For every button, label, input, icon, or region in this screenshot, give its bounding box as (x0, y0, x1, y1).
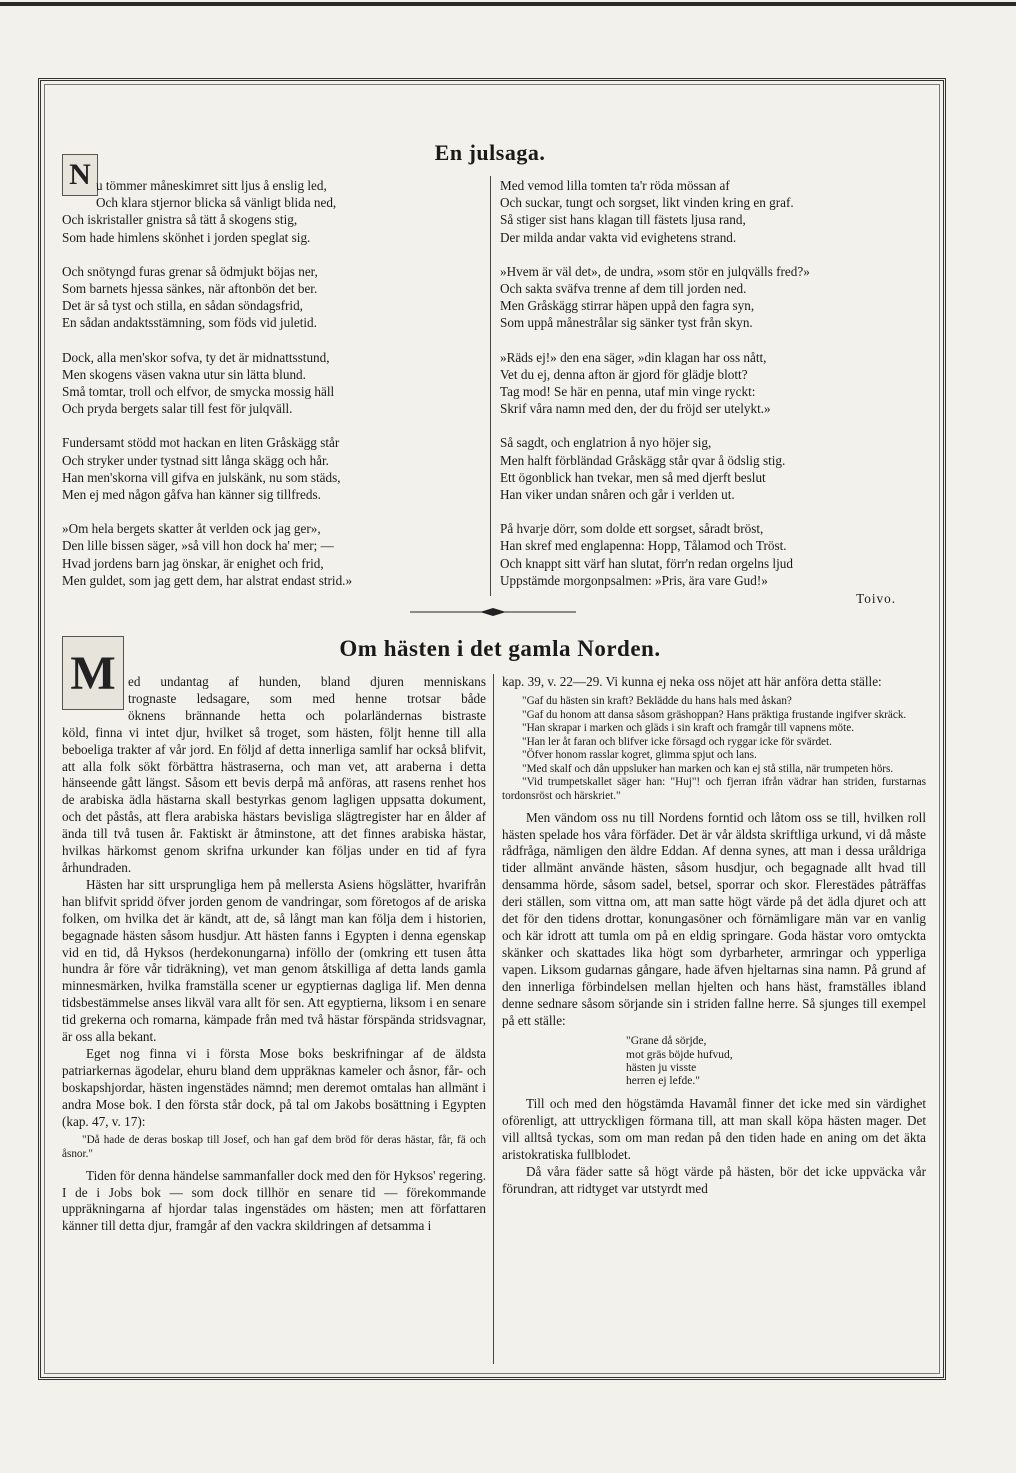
poem-line: Och stryker under tystnad sitt långa skägg och hår. (62, 452, 329, 468)
poem-line: Och suckar, tungt och sorgset, likt vinden kring en graf. (500, 195, 794, 211)
poem-stanza (500, 434, 930, 503)
poem-line: Som barnets hjessa sänkes, när aftonbön det ber. (62, 281, 318, 297)
poem-line: Vet du ej, denna afton är gjord för glädje blott? (500, 366, 748, 382)
poem-line: Med vemod lilla tomten ta'r röda mössan af (500, 178, 730, 193)
poem-line: Men Gråskägg stirrar häpen uppå den fagra syn, (500, 298, 755, 314)
article-lead-lines (128, 674, 486, 725)
poem-dropcap: N (62, 154, 98, 196)
poem-line: Och iskristaller gnistra så tätt å skogens stig, (62, 212, 298, 228)
poem-line: Han skref med englapenna: Hopp, Tålamod och Tröst. (500, 538, 787, 554)
poem-line: Fundersamt stödd mot hackan en liten Gråskägg står (62, 435, 340, 451)
poem-line: Så stiger sist hans klagan till fästets ljusa rand, (500, 212, 746, 228)
quote-line: "Han skrapar i marken och gläds i sin kraft och framgår till vapnens möte. (522, 722, 855, 735)
poem-stanza (62, 434, 482, 503)
section-divider (410, 606, 576, 618)
quote-line: "Med skalf och dån uppsluker han marken och kan ej stå stilla, när trumpeten hörs. (522, 762, 894, 775)
poem-line: Men halft förbländad Gråskägg står qvar å ödslig stig. (500, 452, 786, 468)
quote-line: "Öfver honom rasslar kogret, glimma spjut och lans. (522, 749, 757, 762)
poem-line: Hvad jordens barn jag önskar, är enighet och frid, (62, 555, 324, 571)
article-paragraph: Hästen har sitt ursprungliga hem på mellersta Asiens högslätter, hvarifrån han blifvit spridd öfver jorden genom de vandringar, som företogos af de ariska folken, om hvilka det är kändt, att de, så långt man kan följa dem i historien, begagnade hästen såsom husdjur. Att hästen fanns i Egypten i denna egenskap vid en tid, då Hyksos (herdekonungarna) inföllo der (omkring ett tusen åtta hundra år före vår tidräkning), vet man genom åtskilliga af detta lands gamla minnesmärken, hvilka framställa scener ur egyptiernas dagliga lif. Men denna tidsbestämmelse anses likväl vara allt för sen. Att egyptierna, liksom i en senare tid grekerna och romarna, kämpade från med två hästar förspända stridsvagnar, är oss alla bekant. (62, 876, 486, 1045)
article-quote (62, 1134, 486, 1161)
poem-signature: Toivo. (856, 591, 896, 606)
poem-line: Och snötyngd furas grenar så ödmjukt böjas ner, (62, 263, 318, 279)
poem-line: Den lille bissen säger, »så vill hon dock ha' mer; — (62, 538, 334, 554)
quote-line: "Gaf du honom att dansa såsom gräshoppan? Hans präktiga frustande ingifver skräck. (522, 708, 907, 721)
poem-stanza (62, 520, 482, 589)
poem-line: Men skogens väsen vakna utur sin lätta blund. (62, 366, 306, 382)
poem-stanza (62, 177, 482, 246)
verse-line: herren ej lefde." (626, 1075, 700, 1088)
poem-line: Och sakta sväfva trenne af dem till jorden ned. (500, 281, 747, 297)
poem-line: Der milda andar vakta vid evighetens strand. (500, 229, 737, 245)
article-left-column (62, 674, 486, 1235)
poem-line: Det är så tyst och stilla, en sådan söndagsfrid, (62, 298, 303, 314)
poem-right-column (500, 177, 930, 606)
poem-line: Skrif våra namn med den, der du fröjd ser utelykt.» (500, 401, 771, 417)
poem-line: »Om hela bergets skatter åt verlden ock jag ger», (62, 521, 321, 537)
poem-line: »Hvem är väl det», de undra, »som stör en julqvälls fred?» (500, 263, 810, 279)
article-verse (626, 1035, 926, 1088)
poem-line: Så sagdt, och englatrion å nyo höjer sig, (500, 435, 712, 451)
poem-line: Han men'skorna vill gifva en julskänk, nu som städs, (62, 469, 341, 485)
poem-line: Ett ögonblick han tvekar, men så med djerft beslut (500, 469, 766, 485)
poem-column-rule (490, 176, 491, 596)
verse-line: "Grane då sörjde, (626, 1035, 707, 1048)
article-paragraph: kap. 39, v. 22—29. Vi kunna ej neka oss nöjet att här anföra detta ställe: (502, 674, 882, 689)
poem-left-column (62, 177, 482, 606)
quote-line: "Han ler åt faran och blifver icke försagd och ryggar icke för svärdet. (522, 735, 832, 748)
poem-line: u tömmer måneskimret sitt ljus å enslig led, (96, 178, 327, 193)
article-right-column (502, 674, 926, 1198)
lead-line: trognaste ledsagare, som med henne trotsar både (128, 690, 486, 706)
poem-line: Han viker undan snåren och går i verlden ut. (500, 487, 735, 503)
poem-line: Dock, alla men'skor sofva, ty det är midnattsstund, (62, 349, 330, 365)
top-rule (0, 2, 1016, 6)
quote-line: "Då hade de deras boskap till Josef, och han gaf dem bröd för deras hästar, får, fä och åsnor." (62, 1134, 486, 1161)
poem-line: Men guldet, som jag gett dem, har alstrat endast strid.» (62, 572, 353, 588)
poem-stanza (62, 349, 482, 418)
verse-line: mot gräs böjde hufvud, (626, 1048, 733, 1061)
poem-line: Som uppå månestrålar sig sänker tyst från skyn. (500, 315, 753, 331)
poem-line: Uppstämde morgonpsalmen: »Pris, ära vare Gud!» (500, 572, 768, 588)
poem-line: »Räds ej!» den ena säger, »din klagan har oss nått, (500, 349, 767, 365)
quote-line: "Gaf du hästen sin kraft? Beklädde du hans hals med åskan? (522, 694, 792, 707)
poem-title: En julsaga. (434, 140, 546, 165)
article-paragraph: Tiden för denna händelse sammanfaller dock med den för Hyksos' regering. I de i Jobs bok — som dock tillhör en senare tid — förekommande uppräkningarna af hjordar talas ingenstädes om hästen; men att författaren känner till detta djur, framgår af den vackra skildringen af detsamma i (62, 1167, 486, 1234)
article-paragraph: Eget nog finna vi i första Mose boks beskrifningar af de äldsta patriarkernas ägodelar, ehuru bland dem uppräknas kameler och åsnor, får- och boskapshjordar, hästen ingenstädes nämnd; men deremot omtalas han allmänt i andra Mose bok. I den första står dock, på tal om Jakobs bosättning i Egypten (kap. 47, v. 17): (62, 1045, 486, 1129)
poem-line: Men ej med någon gåfva han känner sig tillfreds. (62, 487, 321, 503)
article-column-rule (493, 674, 494, 1364)
poem-line: Och knappt sitt värf han slutat, förr'n redan orgelns ljud (500, 555, 793, 571)
poem-stanza (500, 349, 930, 418)
lead-line: öknens brännande hetta och polarländernas bistraste (128, 707, 486, 723)
poem-stanza (62, 263, 482, 332)
poem-stanza (500, 263, 930, 332)
poem-line: En sådan andaktsstämning, som föds vid juletid. (62, 315, 317, 331)
article-paragraph: Till och med den högstämda Havamål finner det icke med sin värdighet oförenligt, att uttryckligen förmana till, att man skall köpa hästen mager. Det vill alltså tyckas, som om man redan på den tiden hade en aning om det äkta aristokratiska fullblodet. (502, 1096, 926, 1162)
article-paragraph: Då våra fäder satte så högt värde på hästen, bör det icke uppväcka vår förundran, att ridtyget var utstyrdt med (502, 1163, 926, 1196)
poem-stanza (500, 177, 930, 246)
poem-line: Tag mod! Se här en penna, utaf min vinge ryckt: (500, 384, 756, 400)
quote-line: "Vid trumpetskallet säger han: "Huj"! och fjerran ifrån vädrar han striden, furstarnas tordonsröst och härskriet." (502, 776, 926, 803)
article-title: Om hästen i det gamla Norden. (339, 636, 661, 661)
poem-line: Små tomtar, troll och elfvor, de smycka mossig häll (62, 384, 335, 400)
article-paragraph: Men vändom oss nu till Nordens forntid och låtom oss se till, hvilken roll hästen spelade hos våra förfäder. Det är vår äldsta skriftliga urkund, vi då måste rådfråga, nämligen den äldre Eddan. Af denna synes, att man i dessa uråldriga tider allmänt använde hästen, såsom husdjur, och begagnade allt hvad till densamma hörde, såsom sadel, betsel, sporrar och skor. Flerestädes påträffas deri ställen, som vittna om, att man satte högt värde på det ädla djuret och att det för den tidens drottar, konungasöner och förnämligare män var en vanlig och kär idrott att tumla om på en eldig springare. Goda hästar voro omtyckta skänker och skattades lika högt som dyrbarheter, armringar och ypperliga vapen. Liksom gudarnas gångare, hade äfven hjeltarnas sina namn. På grund af den innerliga förbindelsen mellan hjelten och hans häst, framställes ibland denne sednare såsom sörjande sin i striden fallne herre. Så sjunges till exempel på ett ställe: (502, 809, 926, 1028)
poem-stanza (500, 520, 930, 589)
poem-line: Och pryda bergets salar till fest för julqväll. (62, 401, 293, 417)
verse-line: hästen ju visste (626, 1061, 697, 1074)
poem-line: Och klara stjernor blicka så vänligt blida ned, (96, 195, 337, 211)
poem-line: Som hade himlens skönhet i jorden speglat sig. (62, 229, 311, 245)
poem-line: På hvarje dörr, som dolde ett sorgset, såradt bröst, (500, 521, 764, 537)
article-paragraph: köld, finna vi intet djur, hvilket så troget, som hästen, följt henne till alla beboeliga trakter af vår jord. En följd af detta innerliga samlif har också blifvit, att alla folk sökt förbättra hästraserna, och man vet, att araberna i detta hänseende gått längst. Såsom ett bevis derpå må anföras, att rasens renhet hos de arabiska ädla hästarna skall bestyrkas genom lagligen uppsatta dokument, och det påstås, att flera arabiska hästars bevisliga slägtregister har en ålder af ända till två tusen år. Faktiskt är åtminstone, att det finnes arabiska hästar, hvilkas härkomst genom skrifna urkunder kan följas under en tid af fyra århundraden. (62, 724, 486, 875)
article-dropcap: M (62, 636, 124, 710)
lead-line: ed undantag af hunden, bland djuren menniskans (128, 674, 486, 689)
article-quote-block (502, 695, 926, 804)
